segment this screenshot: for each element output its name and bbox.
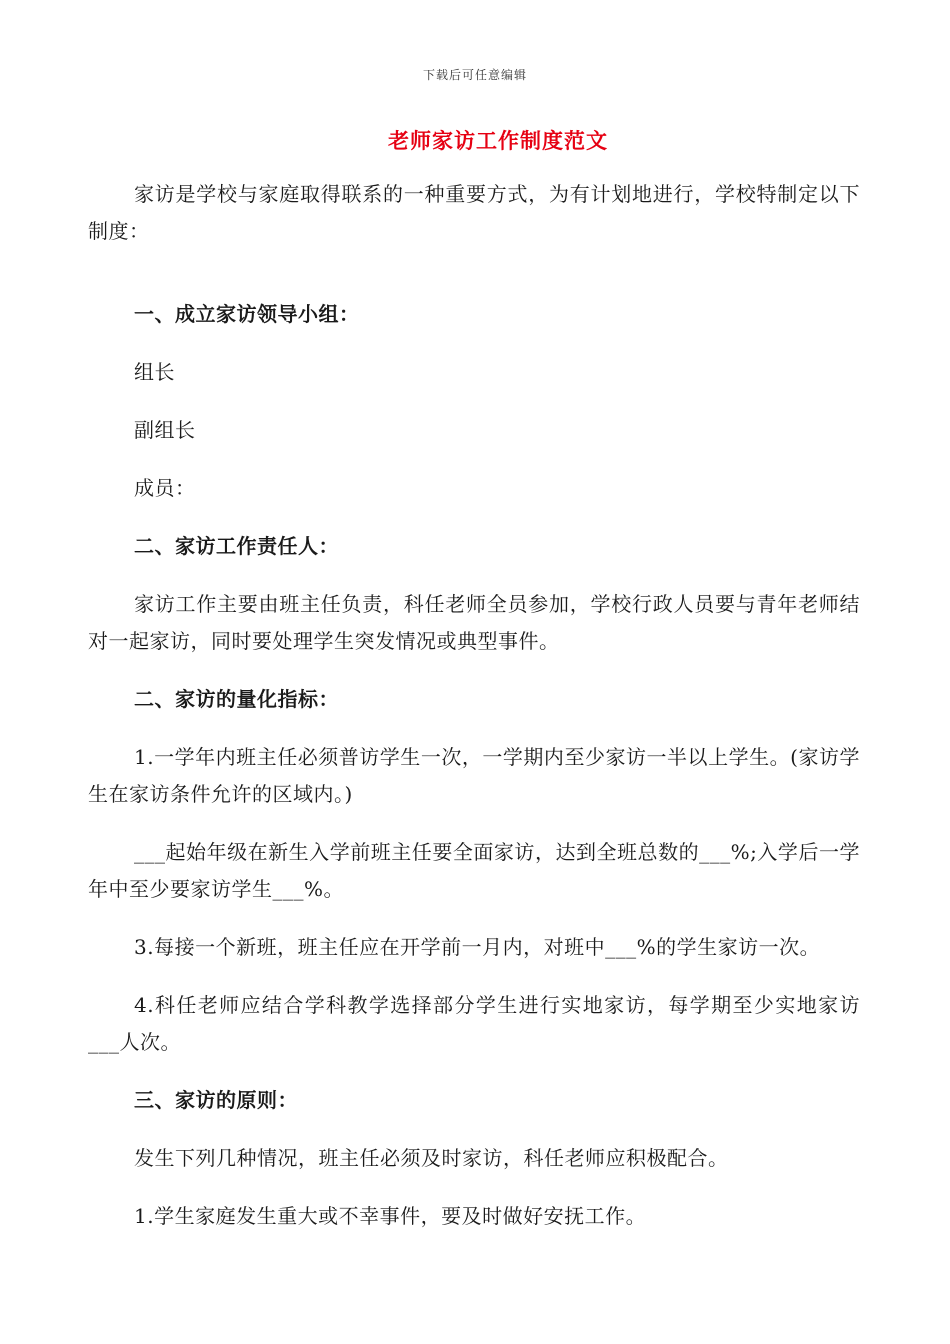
document-title: 老师家访工作制度范文 bbox=[388, 128, 608, 153]
header-note: 下载后可任意编辑 bbox=[422, 68, 527, 82]
indicator-item-1: 1.一学年内班主任必须普访学生一次，一学期内至少家访一半以上学生。(家访学生在家访条件允许的区域内。) bbox=[88, 745, 860, 806]
section-heading-principles: 三、家访的原则： bbox=[134, 1088, 298, 1112]
role-members: 成员： bbox=[134, 476, 196, 500]
role-leader: 组长 bbox=[134, 360, 175, 384]
indicator-item-3: 3.每接一个新班，班主任应在开学前一月内，对班中___%的学生家访一次。 bbox=[134, 935, 821, 959]
indicator-item-4: 4.科任老师应结合学科教学选择部分学生进行实地家访，每学期至少实地家访___人次。 bbox=[88, 993, 860, 1054]
responsibility-paragraph: 家访工作主要由班主任负责，科任老师全员参加，学校行政人员要与青年老师结对一起家访，同时要处理学生突发情况或典型事件。 bbox=[88, 592, 860, 653]
section-heading-quantitative-indicators: 二、家访的量化指标： bbox=[134, 687, 339, 711]
indicator-item-2: ___起始年级在新生入学前班主任要全面家访，达到全班总数的___%;入学后一学年中至少要家访学生___%。 bbox=[88, 840, 860, 901]
document-body bbox=[88, 176, 860, 1235]
section-heading-leadership-group: 一、成立家访领导小组： bbox=[134, 302, 360, 326]
role-deputy-leader: 副组长 bbox=[134, 418, 196, 442]
section-heading-responsible-person: 二、家访工作责任人： bbox=[134, 534, 339, 558]
intro-paragraph: 家访是学校与家庭取得联系的一种重要方式，为有计划地进行，学校特制定以下制度： bbox=[88, 182, 860, 243]
principles-intro: 发生下列几种情况，班主任必须及时家访，科任老师应积极配合。 bbox=[134, 1146, 729, 1170]
principle-item-1: 1.学生家庭发生重大或不幸事件，要及时做好安抚工作。 bbox=[134, 1204, 647, 1228]
